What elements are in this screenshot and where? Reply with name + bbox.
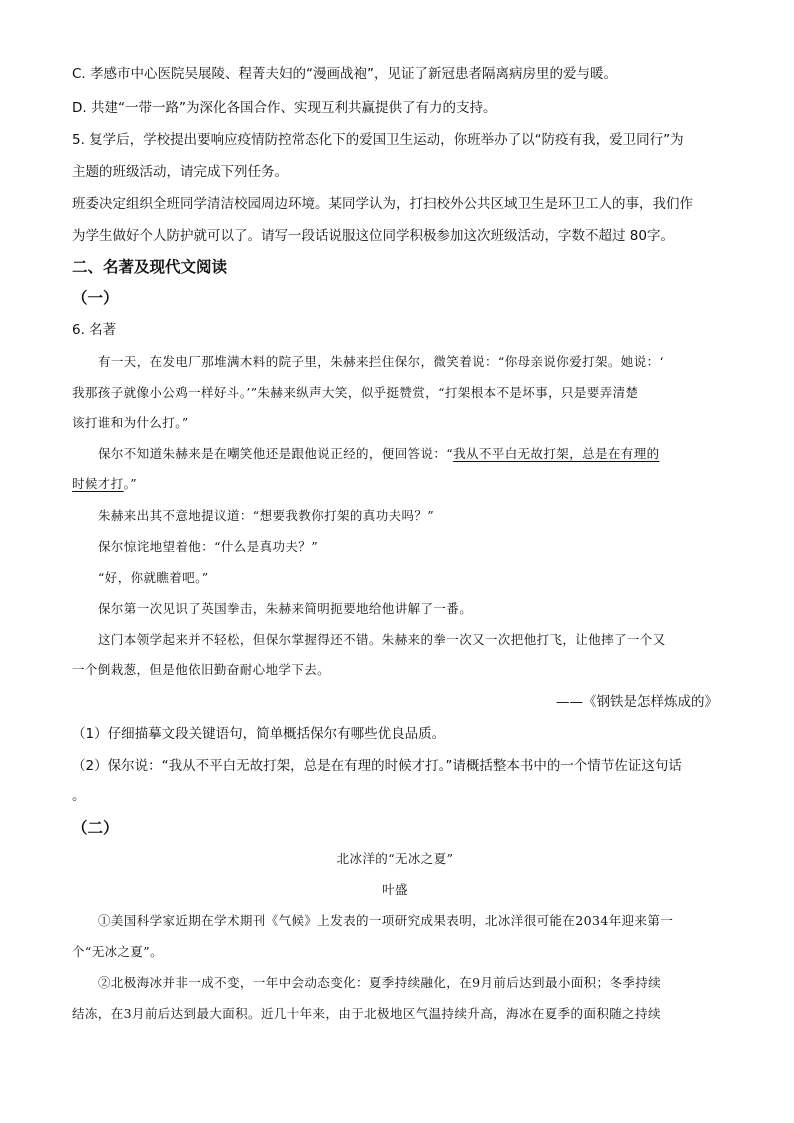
article-para-1-line-1: ①美国科学家近期在学术期刊《气候》上发表的一项研究成果表明，北冰洋很可能在2034年迎来第一 xyxy=(98,913,674,928)
passage-1-para-3: 朱赫来出其不意地提议道：“想要我教你打架的真功夫吗？” xyxy=(98,508,435,523)
article-para-1-line-2: 个“无冰之夏”。 xyxy=(72,944,163,959)
article-author: 叶盛 xyxy=(382,882,408,897)
question-5-line-1: 5. 复学后，学校提出要响应疫情防控常态化下的爱国卫生运动，你班举办了以“防疫有我，爱卫同行”为 xyxy=(72,132,684,148)
question-4-option-c: C. 孝感市中心医院吴展陵、程菁夫妇的“漫画战袍”，见证了新冠患者隔离病房里的爱与暖。 xyxy=(72,66,617,82)
passage-1-para-1-line-2: 我那孩子就像小公鸡一样好斗。’”朱赫来纵声大笑，似乎挺赞赏，“打架根本不是坏事，只是要弄清楚 xyxy=(72,385,639,400)
passage-1-para-4: 保尔惊诧地望着他：“什么是真功夫？” xyxy=(98,539,318,554)
passage-1-para-1-line-1: 有一天，在发电厂那堆满木料的院子里，朱赫来拦住保尔，微笑着说：“你母亲说你爱打架。她说：‘ xyxy=(98,354,664,369)
question-6-sub-2-line-2: 。 xyxy=(72,788,86,804)
article-para-2-line-1: ②北极海冰并非一成不变，一年中会动态变化：夏季持续融化，在9月前后达到最小面积；冬季持续 xyxy=(98,975,662,990)
question-5-line-4: 为学生做好个人防护就可以了。请写一段话说服这位同学积极参加这次班级活动，字数不超过 80字。 xyxy=(72,228,674,244)
passage-1-source: ——《钢铁是怎样炼成的》 xyxy=(556,694,718,710)
question-6-title: 6. 名著 xyxy=(72,322,117,338)
para-2-plain-text: 保尔不知道朱赫来是在嘲笑他还是跟他说正经的，便回答说：“ xyxy=(98,446,454,461)
underlined-quote: 我从不平白无故打架，总是在有理的 xyxy=(453,446,660,461)
passage-1-para-7-line-2: 一个倒栽葱，但是他依旧勤奋耐心地学下去。 xyxy=(72,662,331,677)
para-2-closing: 。” xyxy=(123,476,138,491)
passage-1-para-2-line-1 xyxy=(72,444,718,464)
part-1-label: （一） xyxy=(72,289,119,307)
question-6-sub-1: （1）仔细描摹文段关键语句，简单概括保尔有哪些优良品质。 xyxy=(72,726,446,742)
article-para-2-line-2: 结冻，在3月前后达到最大面积。近几十年来，由于北极地区气温持续升高，海冰在夏季的面积随之持续 xyxy=(72,1006,661,1021)
section-2-heading: 二、名著及现代文阅读 xyxy=(72,258,228,276)
passage-1-para-1-line-3: 该打谁和为什么打。” xyxy=(72,415,189,430)
passage-1-para-5: “好，你就瞧着吧。” xyxy=(98,570,209,585)
part-2-label: （二） xyxy=(72,819,119,837)
question-5-line-3: 班委决定组织全班同学清洁校园周边环境。某同学认为，打扫校外公共区域卫生是环卫工人的事，我们作 xyxy=(72,196,693,212)
question-5-line-2: 主题的班级活动，请完成下列任务。 xyxy=(72,164,288,180)
passage-1-para-6: 保尔第一次见识了英国拳击，朱赫来简明扼要地给他讲解了一番。 xyxy=(98,601,473,616)
article-title: 北冰洋的“无冰之夏” xyxy=(336,851,454,866)
question-6-sub-2-line-1: （2）保尔说：“我从不平白无故打架，总是在有理的时候才打。”请概括整本书中的一个情节佐证这句话 xyxy=(72,758,682,774)
question-4-option-d: D. 共建“一带一路”为深化各国合作、实现互利共赢提供了有力的支持。 xyxy=(72,100,497,116)
underlined-quote-end: 时候才打 xyxy=(72,476,124,491)
passage-1-para-7-line-1: 这门本领学起来并不轻松，但保尔掌握得还不错。朱赫来的拳一次又一次把他打飞，让他摔了一个又 xyxy=(98,632,666,647)
passage-1-para-2-line-2 xyxy=(72,474,718,494)
